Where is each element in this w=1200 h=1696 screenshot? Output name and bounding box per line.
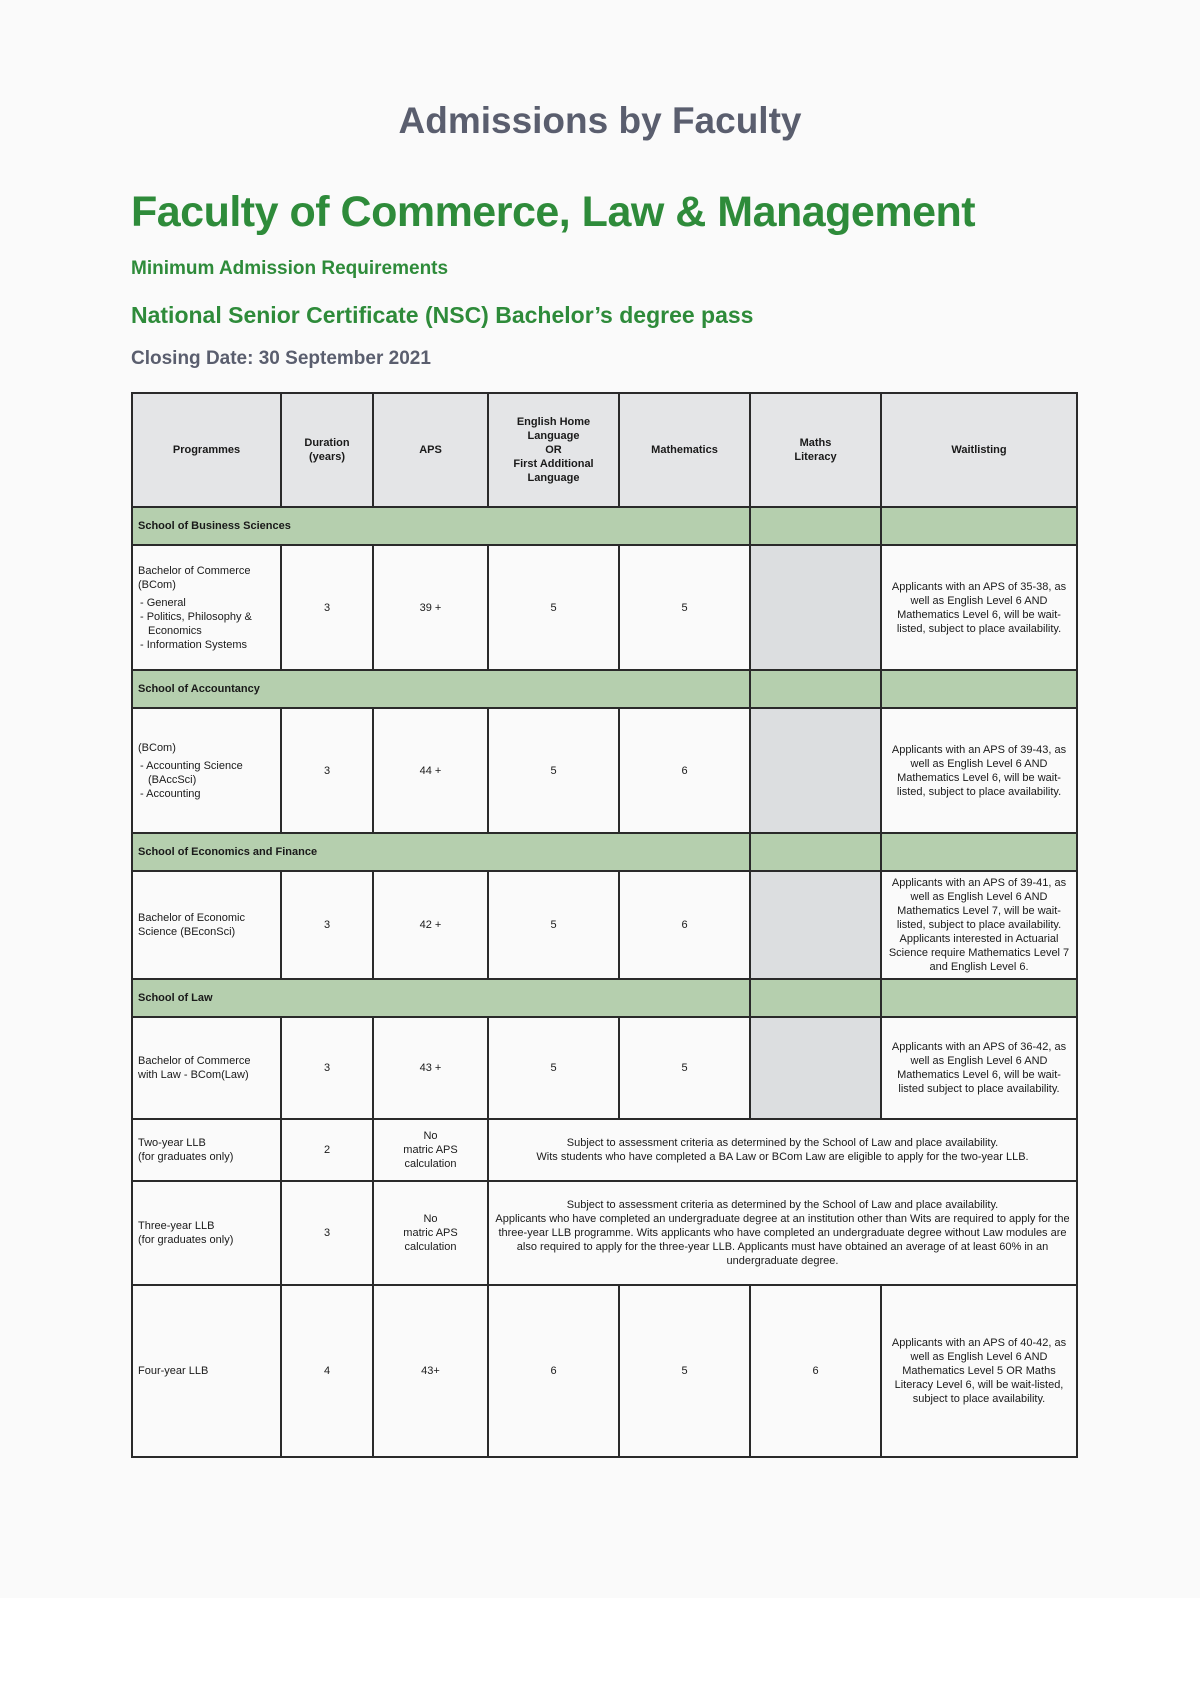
duration-cell: 3 [281, 1017, 373, 1119]
header-waitlisting: Waitlisting [881, 393, 1077, 507]
duration-cell: 3 [281, 545, 373, 670]
section-label: School of Business Sciences [132, 507, 750, 545]
programme-note: (for graduates only) [138, 1234, 234, 1246]
document-title: Admissions by Faculty [398, 100, 802, 141]
maths-cell: 5 [619, 1017, 750, 1119]
maths-literacy-cell [750, 708, 881, 833]
section-spacer [750, 833, 881, 871]
aps-cell [373, 1119, 488, 1181]
header-english: English Home Language OR First Additional Language [488, 393, 619, 507]
list-item: - Information Systems [140, 638, 247, 651]
english-cell: 5 [488, 708, 619, 833]
criteria-cell [488, 1119, 1077, 1181]
programme-cell [132, 1181, 281, 1285]
programme-cell [132, 1285, 281, 1457]
min-requirements-heading: Minimum Admission Requirements [131, 258, 449, 279]
table-header-row [132, 393, 1077, 507]
duration-cell: 3 [281, 708, 373, 833]
aps-line: No [423, 1213, 438, 1225]
section-spacer [750, 979, 881, 1017]
aps-cell [373, 1181, 488, 1285]
section-spacer [881, 833, 1077, 871]
english-cell: 5 [488, 1017, 619, 1119]
waitlisting-cell: Applicants with an APS of 39-43, as well as English Level 6 AND Mathematics Level 6, will be wait-listed, subject to place availability. [881, 708, 1077, 833]
maths-cell: 5 [619, 1285, 750, 1457]
section-label: School of Accountancy [132, 670, 750, 708]
aps-cell: 43 + [373, 1017, 488, 1119]
header-aps: APS [373, 393, 488, 507]
criteria-cell [488, 1181, 1077, 1285]
table-row [132, 1181, 1077, 1285]
programme-note: (for graduates only) [138, 1151, 234, 1163]
section-label: School of Law [132, 979, 750, 1017]
maths-literacy-cell [750, 545, 881, 670]
header-programmes: Programmes [132, 393, 281, 507]
programme-name: Three-year LLB [138, 1220, 215, 1232]
programme-abbrev: (BCom) [138, 741, 176, 754]
duration-cell: 4 [281, 1285, 373, 1457]
english-cell: 6 [488, 1285, 619, 1457]
table-row [132, 545, 1077, 670]
maths-cell: 6 [619, 871, 750, 979]
page-margin [0, 1598, 1200, 1696]
section-spacer [750, 507, 881, 545]
programme-abbrev: Science (BEconSci) [138, 926, 236, 938]
aps-cell: 43+ [373, 1285, 488, 1457]
aps-line: calculation [404, 1241, 457, 1253]
aps-cell: 44 + [373, 708, 488, 833]
section-spacer [881, 979, 1077, 1017]
criteria-line: Subject to assessment criteria as determined by the School of Law and place availability. [566, 1199, 999, 1211]
programme-cell [132, 708, 281, 833]
section-spacer [881, 670, 1077, 708]
programme-name: Two-year LLB [138, 1137, 206, 1149]
table-row [132, 871, 1077, 979]
maths-cell: 5 [619, 545, 750, 670]
maths-cell: 6 [619, 708, 750, 833]
maths-literacy-cell [750, 871, 881, 979]
section-row-accountancy [132, 670, 1077, 708]
maths-literacy-cell: 6 [750, 1285, 881, 1457]
table-row [132, 1119, 1077, 1181]
list-item: - General [140, 596, 186, 609]
duration-cell: 2 [281, 1119, 373, 1181]
programme-name: Bachelor of Commerce [138, 564, 251, 577]
requirements-table [131, 392, 1078, 1458]
table-row [132, 1285, 1077, 1457]
criteria-line: Wits students who have completed a BA Law or BCom Law are eligible to apply for the two-year LLB. [536, 1151, 1029, 1163]
programme-cell [132, 1017, 281, 1119]
header-maths-literacy: Maths Literacy [750, 393, 881, 507]
list-item: - Accounting [140, 787, 201, 800]
table-row [132, 1017, 1077, 1119]
table-row [132, 708, 1077, 833]
waitlisting-cell: Applicants with an APS of 39-41, as well as English Level 6 AND Mathematics Level 7, will be wait-listed, subject to place availability. Applicants interested in Actuarial Science require Mathematics Level 7 and English Level 6. [881, 871, 1077, 979]
aps-line: matric APS [403, 1227, 458, 1239]
aps-cell: 42 + [373, 871, 488, 979]
section-spacer [750, 670, 881, 708]
duration-cell: 3 [281, 1181, 373, 1285]
section-spacer [881, 507, 1077, 545]
maths-literacy-cell [750, 1017, 881, 1119]
aps-line: No [423, 1130, 438, 1142]
waitlisting-cell: Applicants with an APS of 40-42, as well as English Level 6 AND Mathematics Level 5 OR Maths Literacy Level 6, will be wait-listed, subject to place availability. [881, 1285, 1077, 1457]
duration-cell: 3 [281, 871, 373, 979]
programme-cell [132, 1119, 281, 1181]
english-cell: 5 [488, 545, 619, 670]
programme-abbrev: with Law - BCom(Law) [138, 1069, 249, 1081]
section-row-law [132, 979, 1077, 1017]
aps-line: calculation [404, 1158, 457, 1170]
aps-line: matric APS [403, 1144, 458, 1156]
programme-cell [132, 545, 281, 670]
faculty-title: Faculty of Commerce, Law & Management [131, 188, 976, 236]
section-label: School of Economics and Finance [132, 833, 750, 871]
list-item: - Politics, Philosophy & Economics [140, 610, 252, 637]
waitlisting-cell: Applicants with an APS of 35-38, as well as English Level 6 AND Mathematics Level 6, will be wait-listed, subject to place availability. [881, 545, 1077, 670]
programme-cell [132, 871, 281, 979]
header-duration: Duration (years) [281, 393, 373, 507]
closing-date: Closing Date: 30 September 2021 [131, 348, 431, 369]
section-row-economics [132, 833, 1077, 871]
programme-name: Bachelor of Economic [138, 912, 245, 924]
waitlisting-cell: Applicants with an APS of 36-42, as well as English Level 6 AND Mathematics Level 6, will be wait-listed subject to place availability. [881, 1017, 1077, 1119]
section-row-business [132, 507, 1077, 545]
list-item: - Accounting Science (BAccSci) [140, 759, 243, 786]
header-mathematics: Mathematics [619, 393, 750, 507]
programme-name: Bachelor of Commerce [138, 1055, 251, 1067]
nsc-heading: National Senior Certificate (NSC) Bachelor’s degree pass [131, 302, 754, 328]
programme-abbrev: (BCom) [138, 578, 176, 591]
english-cell: 5 [488, 871, 619, 979]
criteria-line: Applicants who have completed an undergraduate degree at an institution other than Wits are required to apply for the three-year LLB programme. Wits applicants who have completed an undergraduate degree without Law modules are also required to apply for the three-year LLB. Applicants must have obtained an average of at least 60% in an undergraduate degree. [495, 1213, 1070, 1267]
aps-cell: 39 + [373, 545, 488, 670]
programme-name: Four-year LLB [138, 1365, 209, 1377]
criteria-line: Subject to assessment criteria as determined by the School of Law and place availability. [566, 1137, 999, 1149]
